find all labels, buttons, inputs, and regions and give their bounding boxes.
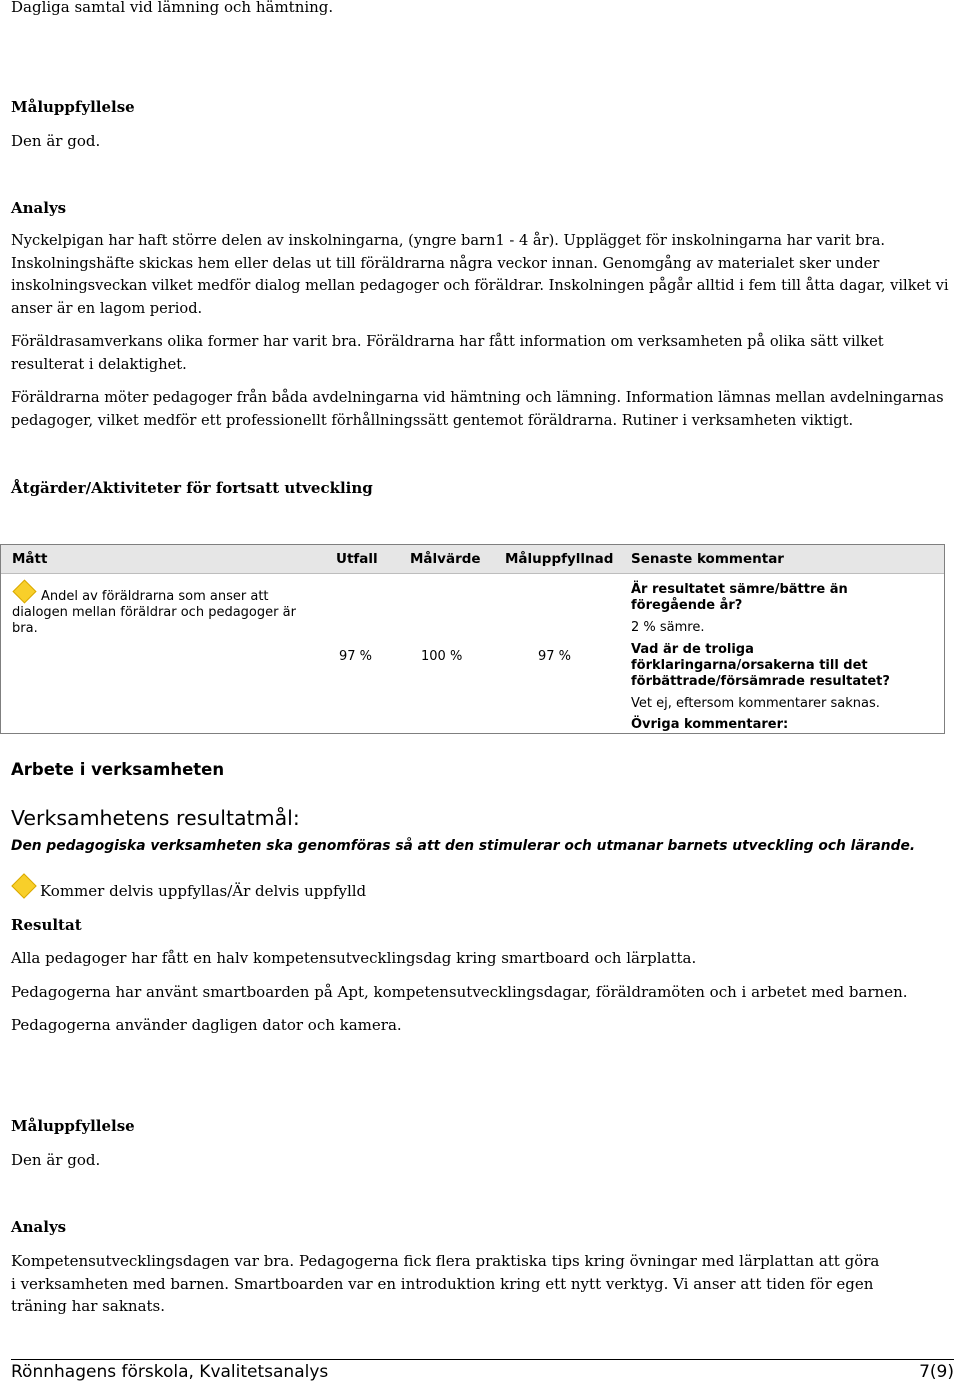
maluppfyllelse-text: Den är god. xyxy=(11,132,101,150)
resultatmal-text: Den pedagogiska verksamheten ska genomföras så att den stimulerar och utmanar barnets utveckling och lärande. xyxy=(11,838,916,854)
status-row xyxy=(11,876,949,904)
resultat-paragraph-1: Alla pedagoger har fått en halv kompetensutvecklingsdag kring smartboard och lärplatta. xyxy=(11,949,697,967)
senaste-kommentar-cell xyxy=(631,582,936,733)
analys-heading-2: Analys xyxy=(11,1218,67,1236)
resultat-heading: Resultat xyxy=(11,916,82,934)
header-senaste-kommentar: Senaste kommentar xyxy=(631,551,784,567)
header-maluppfyllnad: Måluppfyllnad xyxy=(505,551,614,567)
resultat-paragraph-3: Pedagogerna använder dagligen dator och kamera. xyxy=(11,1016,402,1034)
analys-paragraph-2-1: Kompetensutvecklingsdagen var bra. Pedagogerna fick flera praktiska tips kring övningar med lärplattan att göra i verksamheten med barnen. Smartboarden var en introduktion kring ett nytt verktyg. Vi anser att tiden för egen träning har saknats. xyxy=(11,1252,880,1315)
maluppfyllelse-heading: Måluppfyllelse xyxy=(11,98,135,116)
page-number: 7(9) xyxy=(919,1362,954,1382)
measurement-table xyxy=(0,544,945,734)
table-row xyxy=(1,573,944,733)
resultatmal-heading: Verksamhetens resultatmål: xyxy=(11,806,300,830)
comment-answer-1: 2 % sämre. xyxy=(631,620,705,635)
comment-answer-2: Vet ej, eftersom kommentarer saknas. xyxy=(631,696,880,711)
status-text: Kommer delvis uppfyllas/Är delvis uppfylld xyxy=(40,882,367,900)
analys-paragraph-2: Föräldrasamverkans olika former har varit bra. Föräldrarna har fått information om verksamheten på olika sätt vilket resulterat i delaktighet. xyxy=(11,333,884,373)
footer-divider xyxy=(11,1359,954,1360)
comment-question-1: Är resultatet sämre/bättre än föregående år? xyxy=(631,582,848,613)
maluppfyllelse-heading-2: Måluppfyllelse xyxy=(11,1117,135,1135)
arbete-heading: Arbete i verksamheten xyxy=(11,760,225,779)
header-utfall: Utfall xyxy=(336,551,378,567)
yellow-diamond-icon xyxy=(11,873,36,898)
analys-heading: Analys xyxy=(11,199,67,217)
analys-paragraph-1: Nyckelpigan har haft större delen av inskolningarna, (yngre barn1 - 4 år). Upplägget för inskolningarna har varit bra. Inskolningshäfte skickas hem eller delas ut till föräldrarna några veckor innan. Genomgång av materialet sker under inskolningsveckan vilket medför dialog mellan pedagoger och föräldrar. Inskolningen pågår alltid i fem till åtta dagar, vilket vi anser är en lagom period. xyxy=(11,232,949,317)
header-malvarde: Målvärde xyxy=(410,551,481,567)
comment-question-3: Övriga kommentarer: xyxy=(631,717,789,732)
resultat-paragraph-2: Pedagogerna har använt smartboarden på Apt, kompetensutvecklingsdagar, föräldramöten och i arbetet med barnen. xyxy=(11,983,908,1001)
matt-text: Andel av föräldrarna som anser att dialogen mellan föräldrar och pedagoger är bra. xyxy=(12,589,296,636)
maluppfyllelse-text-2: Den är god. xyxy=(11,1151,101,1169)
malvarde-value: 100 % xyxy=(421,649,463,664)
maluppfyllnad-value: 97 % xyxy=(538,649,572,664)
footer-title: Rönnhagens förskola, Kvalitetsanalys xyxy=(11,1362,329,1382)
utfall-value: 97 % xyxy=(339,649,373,664)
comment-question-2: Vad är de troliga förklaringarna/orsakerna till det förbättrade/försämrade resultatet? xyxy=(631,642,890,689)
header-matt: Mått xyxy=(12,551,48,567)
analys-paragraph-3: Föräldrarna möter pedagoger från båda avdelningarna vid hämtning och lämning. Information lämnas mellan avdelningarnas pedagoger, vilket medför ett professionellt förhållningssätt gentemot föräldrarna. Rutiner i verksamheten viktigt. xyxy=(11,389,944,429)
table-header xyxy=(1,545,944,574)
intro-line: Dagliga samtal vid lämning och hämtning. xyxy=(11,0,334,16)
atgarder-heading: Åtgärder/Aktiviteter för fortsatt utveckling xyxy=(11,479,373,497)
matt-cell xyxy=(12,581,312,637)
